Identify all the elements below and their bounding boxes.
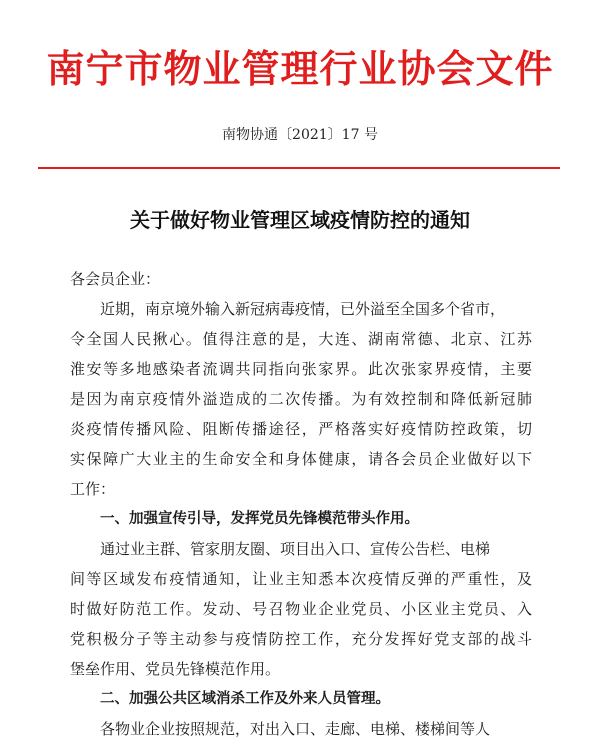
paragraph-line: 是因为南京疫情外溢造成的二次传播。为有效控制和降低新冠肺 (70, 390, 532, 408)
section-heading: 二、加强公共区域消杀工作及外来人员管理。 (100, 691, 390, 707)
notice-title: 关于做好物业管理区域疫情防控的通知 (130, 208, 470, 232)
paragraph-line: 堡垒作用、党员先锋模范作用。 (70, 660, 281, 678)
org-header-title: 南宁市物业管理行业协会文件 (46, 46, 554, 91)
paragraph-line: 时做好防范工作。发动、号召物业企业党员、小区业主党员、入 (70, 600, 532, 618)
paragraph-line: 实保障广大业主的生命安全和身体健康，请各会员企业做好以下 (70, 450, 532, 468)
paragraph-line: 令全国人民揪心。值得注意的是，大连、湖南常德、北京、江苏 (70, 330, 532, 348)
notice-body (70, 264, 532, 744)
salutation: 各会员企业： (70, 270, 161, 288)
document-number: 南物协通〔2021〕17 号 (222, 127, 378, 143)
paragraph-line: 各物业企业按照规范，对出入口、走廊、电梯、楼梯间等人 (100, 720, 491, 738)
paragraph-line: 党积极分子等主动参与疫情防控工作，充分发挥好党支部的战斗 (70, 630, 532, 648)
paragraph-line: 通过业主群、管家朋友圈、项目出入口、宣传公告栏、电梯 (100, 540, 491, 558)
section-heading: 一、加强宣传引导，发挥党员先锋模范带头作用。 (100, 511, 419, 527)
paragraph-line: 淮安等多地感染者流调共同指向张家界。此次张家界疫情，主要 (70, 360, 532, 378)
paragraph-line: 近期，南京境外输入新冠病毒疫情，已外溢至全国多个省市， (100, 300, 506, 318)
paragraph-line: 间等区域发布疫情通知，让业主知悉本次疫情反弹的严重性，及 (70, 570, 532, 588)
paragraph-line: 炎疫情传播风险、阻断传播途径，严格落实好疫情防控政策，切 (70, 420, 532, 438)
red-divider-line (38, 167, 560, 169)
paragraph-line: 工作： (70, 480, 116, 498)
